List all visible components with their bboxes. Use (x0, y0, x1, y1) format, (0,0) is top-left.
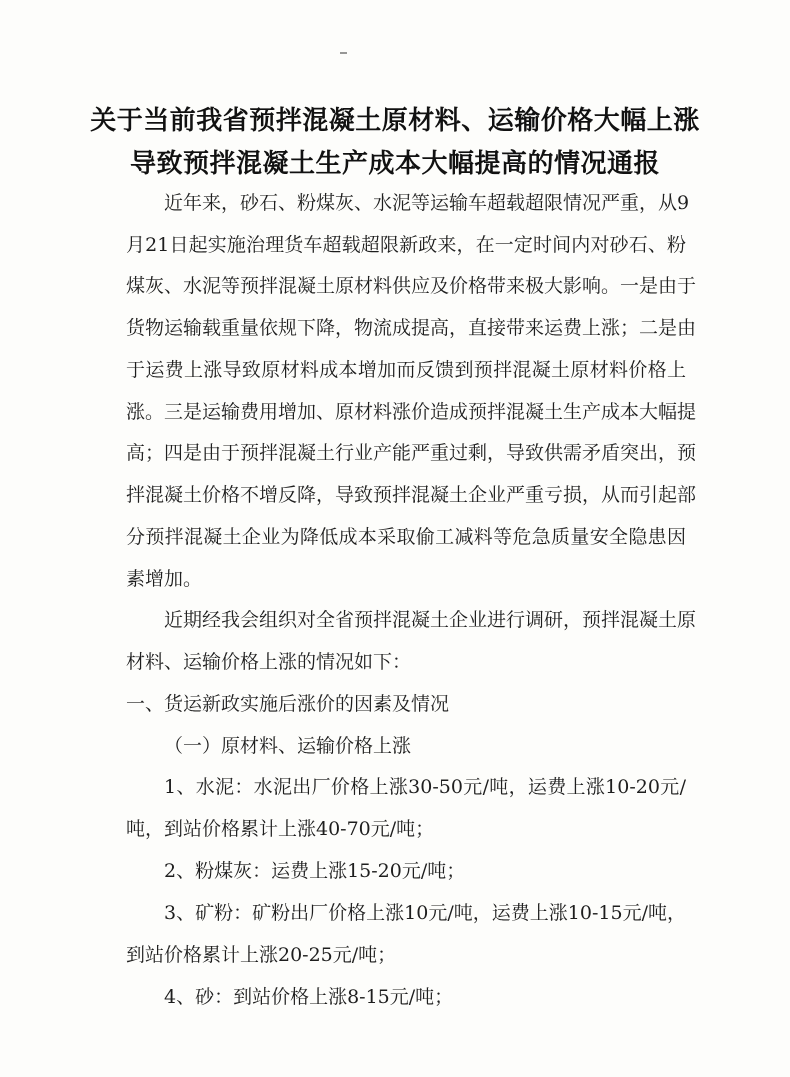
item-1-line-2: 吨，到站价格累计上涨40-70元/吨； (126, 818, 435, 840)
scan-speck (340, 52, 347, 54)
paragraph-2-line-1: 近期经我会组织对全省预拌混凝土企业进行调研，预拌混凝土原 (164, 609, 697, 631)
paragraph-1-line-6: 涨。三是运输费用增加、原材料涨价造成预拌混凝土生产成本大幅提 (126, 401, 697, 423)
paragraph-1-line-1: 近年来，砂石、粉煤灰、水泥等运输车超载超限情况严重，从9 (164, 192, 690, 214)
item-4: 4、砂：到站价格上涨8-15元/吨； (164, 986, 454, 1008)
document-title-line-1: 关于当前我省预拌混凝土原材料、运输价格大幅上涨 (90, 106, 700, 136)
paragraph-1-line-10: 素增加。 (126, 568, 203, 590)
item-3-line-1: 3、矿粉：矿粉出厂价格上涨10元/吨，运费上涨10-15元/吨， (164, 902, 686, 924)
paragraph-1-line-3: 煤灰、水泥等预拌混凝土原材料供应及价格带来极大影响。一是由于 (126, 275, 697, 297)
paragraph-1-line-9: 分预拌混凝土企业为降低成本采取偷工减料等危急质量安全隐患因 (126, 526, 686, 548)
paragraph-1-line-8: 拌混凝土价格不增反降，导致预拌混凝土企业严重亏损，从而引起部 (126, 484, 697, 506)
item-3-line-2: 到站价格累计上涨20-25元/吨； (126, 944, 397, 966)
paragraph-1-line-5: 于运费上涨导致原材料成本增加而反馈到预拌混凝土原材料价格上 (126, 359, 686, 381)
item-1-line-1: 1、水泥：水泥出厂价格上涨30-50元/吨，运费上涨10-20元/ (164, 776, 686, 798)
section-1-heading: 一、货运新政实施后涨价的因素及情况 (126, 693, 450, 715)
paragraph-1-line-7: 高；四是由于预拌混凝土行业产能严重过剩，导致供需矛盾突出，预 (126, 442, 697, 464)
paragraph-1-line-2: 月21日起实施治理货车超载超限新政来，在一定时间内对砂石、粉 (126, 234, 686, 256)
subsection-1-heading: （一）原材料、运输价格上涨 (164, 735, 412, 757)
item-2: 2、粉煤灰：运费上涨15-20元/吨； (164, 860, 466, 882)
document-title-line-2: 导致预拌混凝土生产成本大幅提高的情况通报 (129, 149, 660, 179)
paragraph-2-line-2: 材料、运输价格上涨的情况如下： (126, 651, 412, 673)
paragraph-1-line-4: 货物运输载重量依规下降，物流成提高，直接带来运费上涨；二是由 (126, 317, 697, 339)
